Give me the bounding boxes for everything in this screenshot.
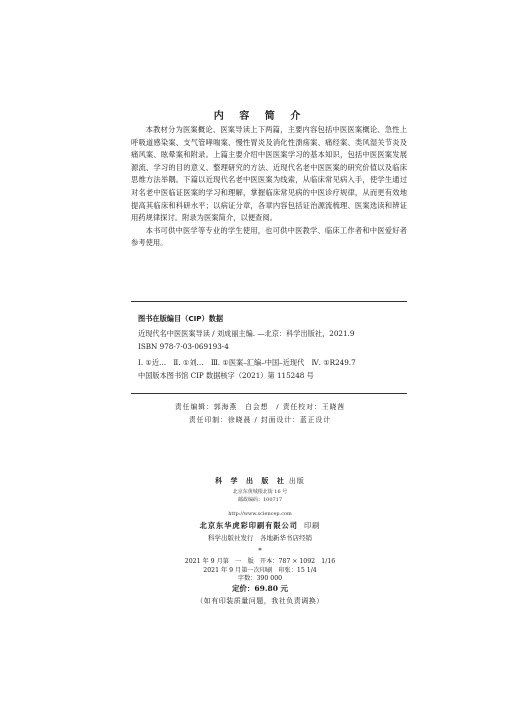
cip-top-rule [131, 301, 407, 302]
summary-paragraph: 本书可供中医学等专业的学生使用，也可供中医教学、临床工作者和中医爱好者参考使用。 [131, 225, 407, 248]
publisher-website: http://www.sciencep.com [228, 510, 292, 517]
printer-name-text: 北京东华虎彩印刷有限公司 [199, 521, 298, 531]
cip-line: Ⅰ. ①近… Ⅱ. ①刘… Ⅲ. ①医案–汇编–中国–近现代 Ⅳ. ①R249.7 [138, 358, 356, 368]
price: 定价：69.80 元 [231, 583, 289, 593]
printer-name-suffix: 印刷 [303, 521, 321, 531]
credits-line: 责任印制：徐晓晨 / 封面设计：蓝正设计 [188, 416, 332, 424]
cip-line: 中国版本图书馆 CIP 数据核字（2021）第 115248 号 [138, 370, 314, 380]
edition-line: 2021 年 9 月第 一 版 开本：787 × 1092 1/16 [184, 558, 336, 566]
cip-block [138, 313, 408, 382]
publisher-address: 北京东黄城根北街 16 号 [232, 488, 288, 495]
publisher-name [0, 477, 520, 486]
separator-star: * [258, 546, 262, 555]
publisher-name-suffix: 出版 [288, 477, 305, 485]
cip-line: ISBN 978-7-03-069193-4 [138, 341, 229, 351]
summary-paragraph: 本教材分为医案概论、医案导读上下两篇，主要内容包括中医医案概论、急性上呼吸道感染案、支气管哮喘案、慢性胃炎及消化性溃疡案、痛经案、类风湿关节炎及痛风案、眩晕案和附录。上篇主要介绍中医医案学习的基本知识，包括中医医案发展源流、学习的目的意义、整理研究的方法、近现代名老中医医案的研究价值以及临床思维方法举隅。下篇以近现代名老中医医案为线索，从临床常见病入手，使学生通过对名老中医临证医案的学习和理解，掌握临床常见病的中医诊疗规律，从而更有效地提高其临床和科研水平；以病证分章，各章内容包括证治源流梳理、医案选读和辨证用药规律探讨。附录为医案简介，以便查阅。 [131, 125, 407, 223]
credits-block [0, 401, 520, 427]
publisher-name-text: 科 学 出 版 社 [215, 476, 287, 485]
publisher-block [0, 477, 520, 605]
cip-line: 近现代名中医医案导读 / 刘成丽主编. —北京：科学出版社，2021.9 [138, 329, 355, 339]
quality-notice: （如有印装质量问题，我社负责调换） [196, 596, 324, 605]
credits-line: 责任编辑：郭海燕 白会想 / 责任校对：王晓茜 [174, 403, 346, 411]
summary-body [131, 124, 407, 250]
word-count: 字数：390 000 [237, 575, 283, 583]
publisher-postcode: 邮政编码：100717 [237, 497, 283, 504]
cip-heading: 图书在版编目（CIP）数据 [138, 314, 224, 323]
summary-title: 内 容 简 介 [213, 111, 307, 122]
printing-line: 2021 年 9 月第一次印刷 印张：15 1/4 [203, 566, 317, 574]
printer-name [0, 522, 520, 531]
cip-bottom-rule [131, 393, 407, 394]
distribution-line: 科学出版社发行 各地新华书店经销 [208, 533, 312, 542]
